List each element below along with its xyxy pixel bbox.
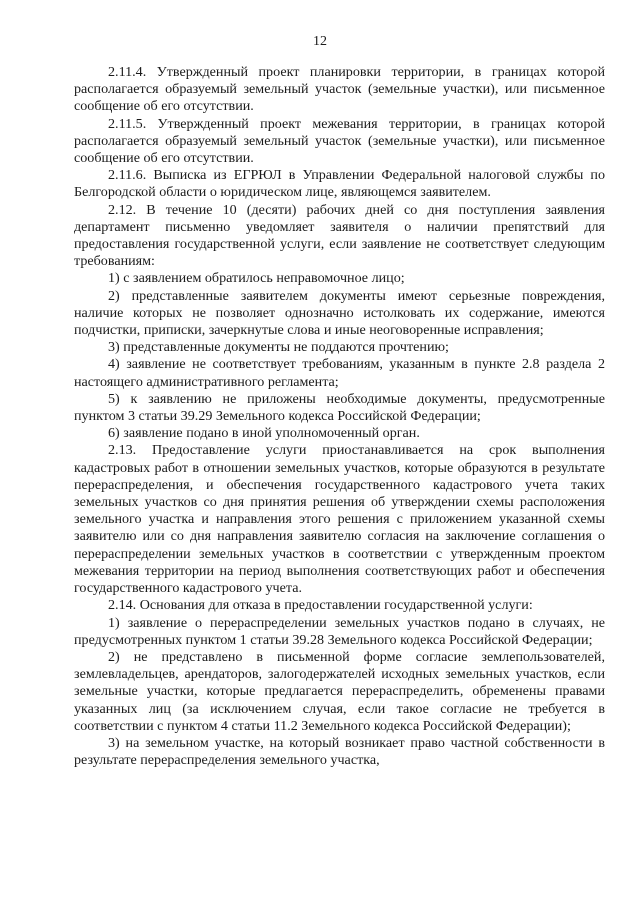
paragraph-2-14: 2.14. Основания для отказа в предоставлении государственной услуги: <box>108 597 533 614</box>
list-item-2-12-4: 4) заявление не соответствует требованиям, указанным в пункте 2.8 раздела 2 настоящего административного регламента; <box>74 356 605 390</box>
list-item-2-14-3: 3) на земельном участке, на который возникает право частной собственности в результате перераспределения земельного участка, <box>74 734 605 769</box>
paragraph-2-12: 2.12. В течение 10 (десяти) рабочих дней со дня поступления заявления департамент письменно уведомляет заявителя о наличии препятствий для предоставления государственной услуги, если заявление не соответствует следующим требованиям: <box>74 201 605 270</box>
page-number: 12 <box>313 34 327 49</box>
paragraph-2-11-4: 2.11.4. Утвержденный проект планировки территории, в границах которой располагается образуемый земельный участок (земельные участки), или письменное сообщение об его отсутствии. <box>74 64 605 115</box>
paragraph-2-13: 2.13. Предоставление услуги приостанавливается на срок выполнения кадастровых работ в отношении земельных участков, которые образуются в результате перераспределения, и обеспечения государственного кадастрового учета таких земельных участков со дня принятия решения об утверждении схемы расположения земельного участка и направления этого решения с приложением указанной схемы заявителю или со дня направления заявителю согласия на заключение соглашения о перераспределении земельных участков в соответствии с утвержденным проектом межевания территории на период выполнения соответствующих работ и обеспечения государственного кадастрового учета. <box>74 442 605 597</box>
document-body <box>74 64 605 769</box>
list-item-2-12-5: 5) к заявлению не приложены необходимые документы, предусмотренные пунктом 3 статьи 39.29 Земельного кодекса Российской Федерации; <box>74 390 605 425</box>
paragraph-2-11-5: 2.11.5. Утвержденный проект межевания территории, в границах которой располагается образуемый земельный участок (земельные участки), или письменное сообщение об его отсутствии. <box>74 115 605 167</box>
list-item-2-12-2: 2) представленные заявителем документы имеют серьезные повреждения, наличие которых не позволяет однозначно истолковать их содержание, имеются подчистки, приписки, зачеркнутые слова и иные неоговоренные исправления; <box>74 287 605 339</box>
list-item-2-14-1: 1) заявление о перераспределении земельных участков подано в случаях, не предусмотренных пунктом 1 статьи 39.28 Земельного кодекса Российской Федерации; <box>74 614 605 648</box>
list-item-2-12-1: 1) с заявлением обратилось неправомочное лицо; <box>108 270 405 287</box>
list-item-2-12-3: 3) представленные документы не поддаются прочтению; <box>108 339 449 356</box>
list-item-2-12-6: 6) заявление подано в иной уполномоченный орган. <box>108 425 420 442</box>
list-item-2-14-2: 2) не представлено в письменной форме согласие землепользователей, землевладельцев, арендаторов, залогодержателей исходных земельных участков, если земельные участки, которые предлагается перераспределить, обременены правами указанных лиц (за исключением случая, если такое согласие не требуется в соответствии с пунктом 4 статьи 11.2 Земельного кодекса Российской Федерации); <box>74 648 605 734</box>
paragraph-2-11-6: 2.11.6. Выписка из ЕГРЮЛ в Управлении Федеральной налоговой службы по Белгородской области о юридическом лице, являющемся заявителем. <box>74 167 605 201</box>
